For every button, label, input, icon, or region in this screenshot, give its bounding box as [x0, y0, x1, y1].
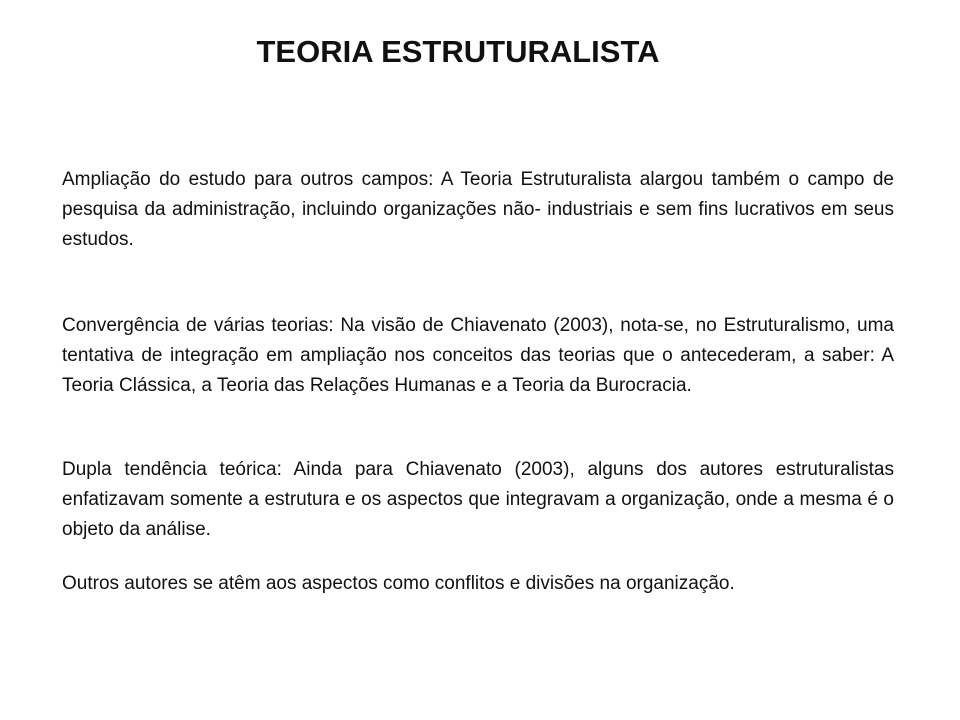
paragraph-dual-tendency: Dupla tendência teórica: Ainda para Chiavenato (2003), alguns dos autores estruturalistas enfatizavam somente a estrutura e os aspectos que integravam a organização, onde a mesma é o objeto da análise.	[62, 459, 894, 540]
paragraph-other-authors: Outros autores se atêm aos aspectos como conflitos e divisões na organização.	[62, 573, 735, 594]
paragraph-theory-convergence: Convergência de várias teorias: Na visão de Chiavenato (2003), nota-se, no Estruturalismo, uma tentativa de integração em ampliação nos conceitos das teorias que o antecederam, a saber: A Teoria Clássica, a Teoria das Relações Humanas e a Teoria da Burocracia.	[62, 315, 894, 396]
paragraph-scope-expansion: Ampliação do estudo para outros campos: A Teoria Estruturalista alargou também o campo de pesquisa da administração, incluindo organizações não- industriais e sem fins lucrativos em seus estudos.	[62, 169, 894, 250]
slide-title: TEORIA ESTRUTURALISTA	[256, 34, 660, 69]
